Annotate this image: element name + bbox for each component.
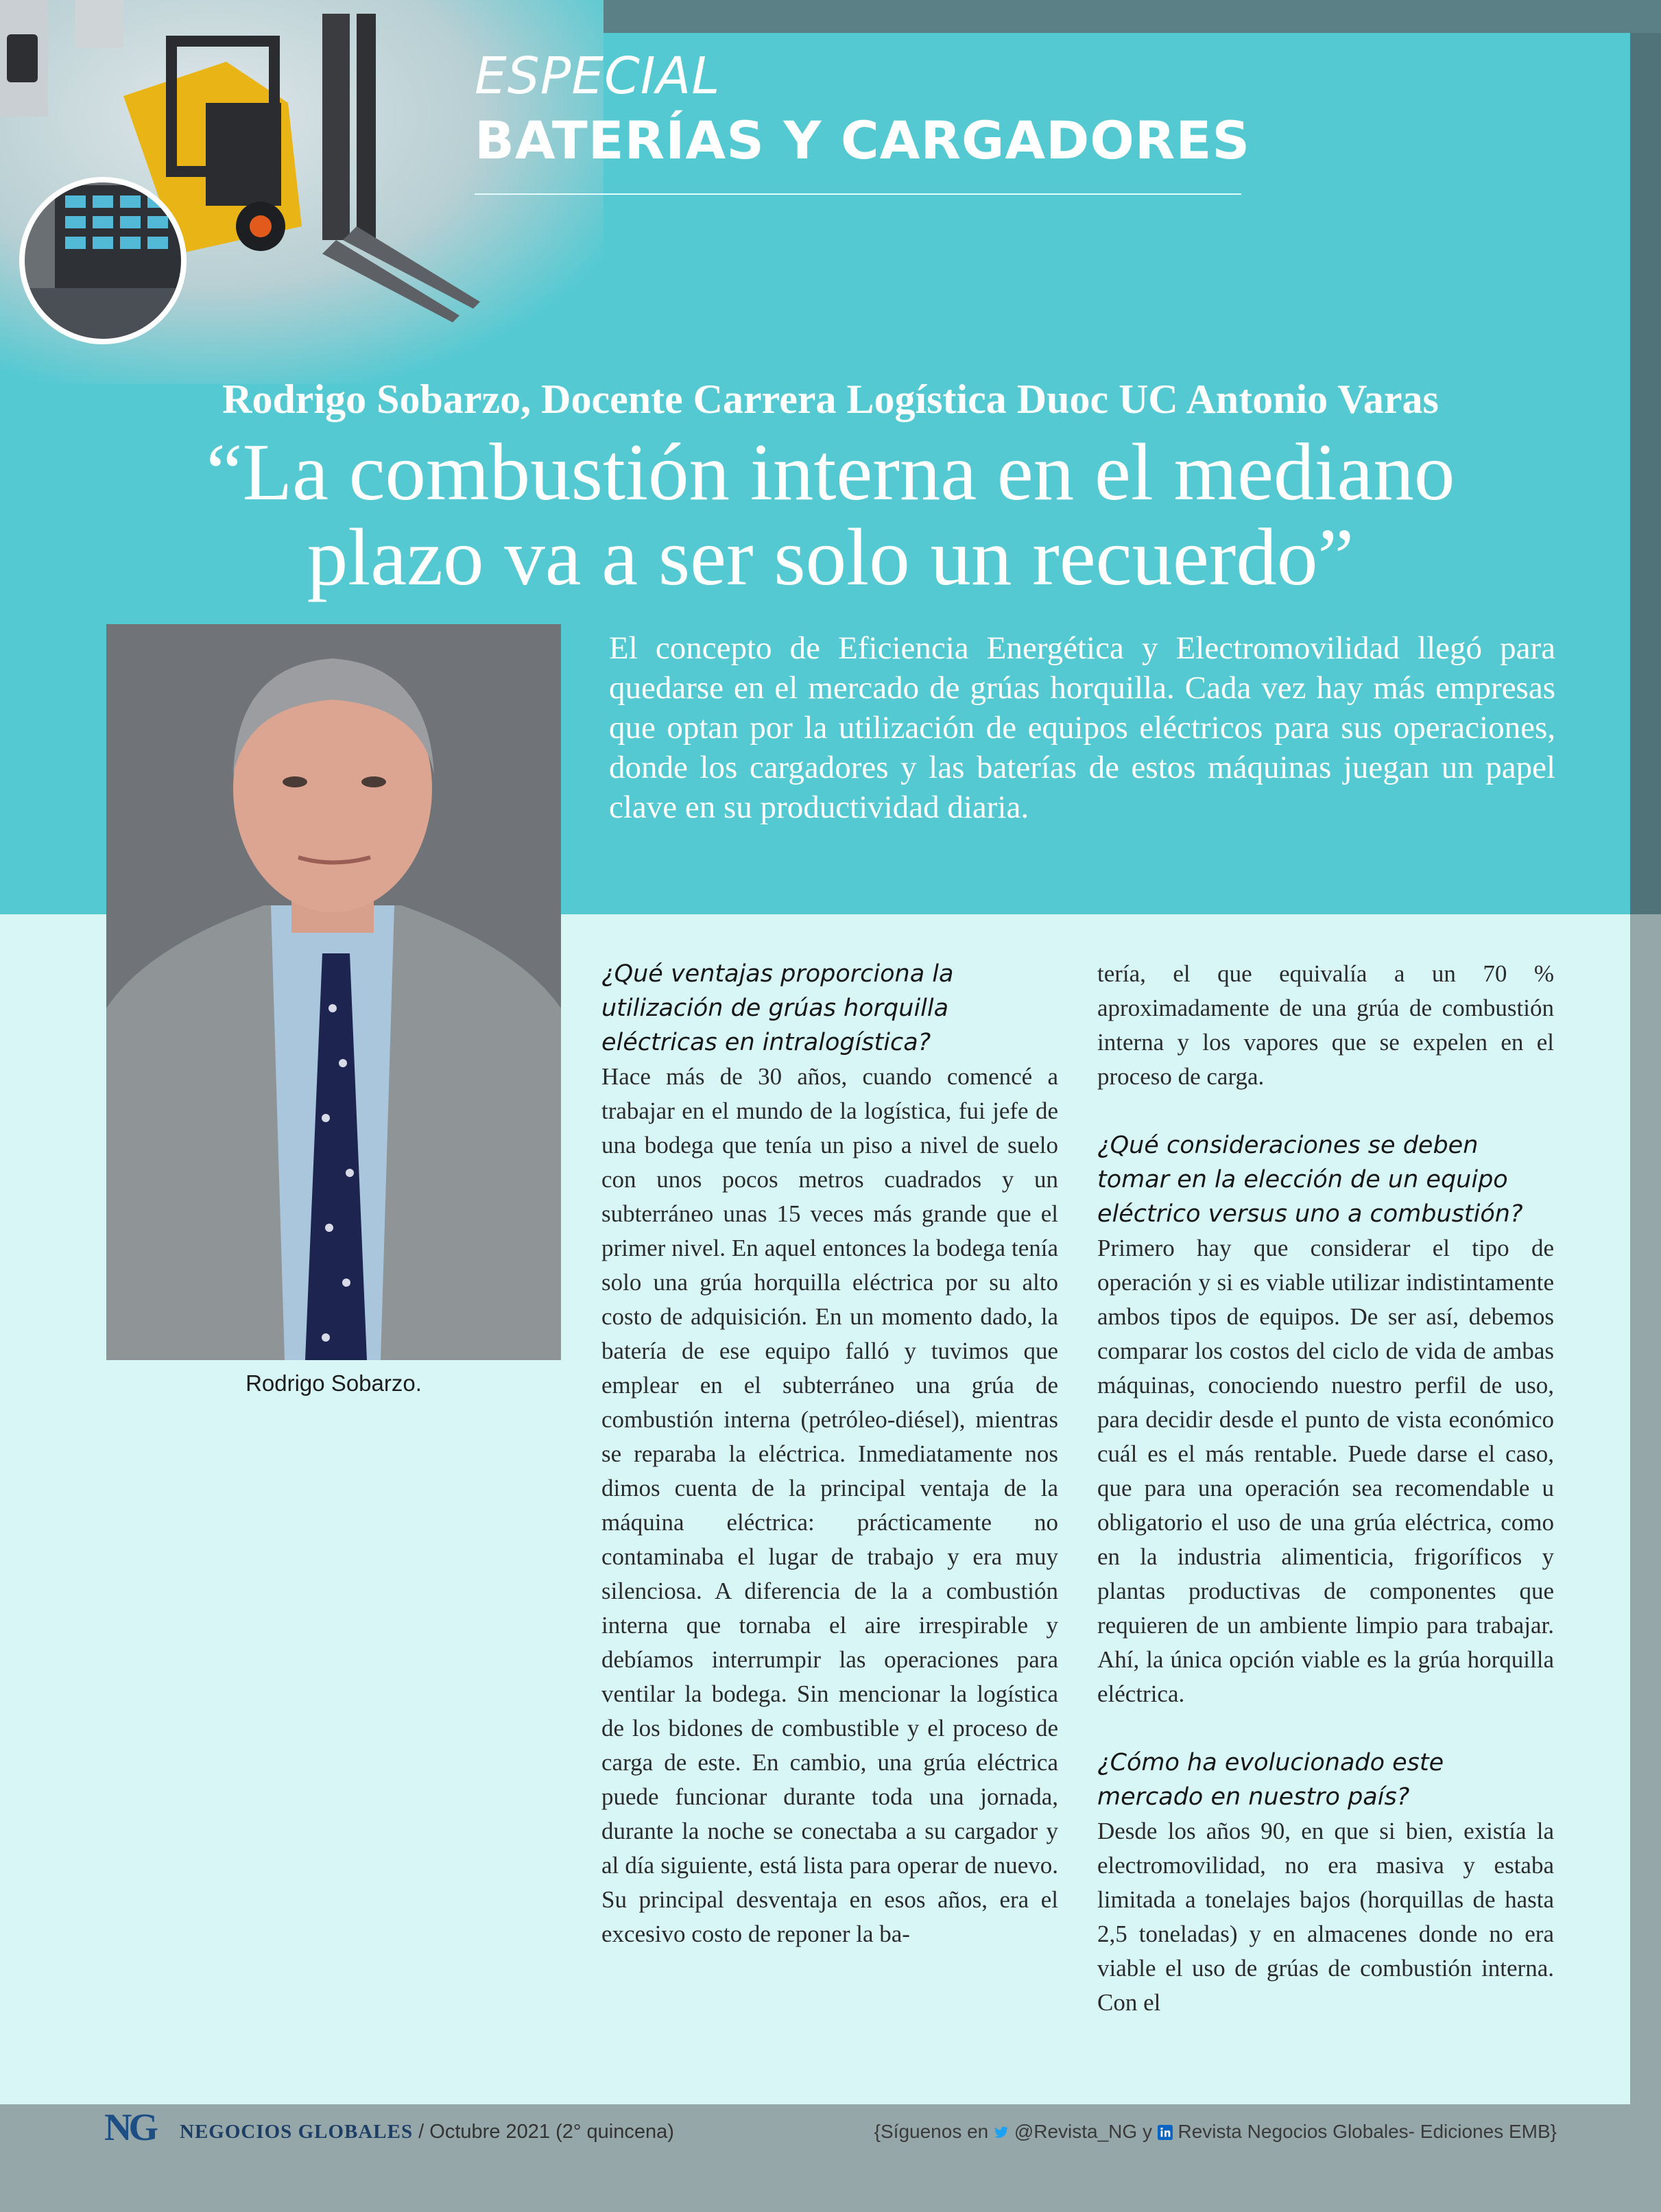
twitter-handle[interactable]: @Revista_NG y (1014, 2121, 1158, 2142)
follow-label: {Síguenos en (874, 2121, 994, 2142)
answer-1: Hace más de 30 años, cuando comencé a trabajar en el mundo de la logística, fui jefe de una bodega que tenía un piso a nivel de suelo con unos pocos metros cuadrados y un subterráneo unas 15 veces más grande que el primer nivel. En aquel entonces la bodega tenía solo una grúa horquilla eléctrica por su alto costo de adquisición. En un momento dado, la batería de ese equipo falló y tuvimos que emplear en el subterráneo una grúa de combustión interna (petróleo-diésel), mientras se reparaba la eléctrica. Inmediatamente nos dimos cuenta de la principal ventaja de la máquina eléctrica: prácticamente no contaminaba el lugar de trabajo y era muy silenciosa. A diferencia de la a combustión interna que tornaba el aire irrespirable y debíamos interrumpir las operaciones para ventilar la bodega. Sin mencionar la logística de los bidones de combustible y el proceso de carga de este. En cambio, una grúa eléctrica puede funcionar durante toda una jornada, durante la noche se conectaba a su cargador y al día siguiente, está lista para operar de nuevo. Su principal desventaja en esos años, era el excesivo costo de reponer la ba- (601, 1063, 1058, 1947)
magazine-logo: NG (104, 2106, 155, 2149)
answer-2: Primero hay que considerar el tipo de operación y si es viable utilizar indistintamente ambos tipos de equipos. De ser así, debemos comparar los costos del ciclo de vida de ambas máquinas, conociendo nuestro perfil de uso, para decidir desde el punto de vista económico cuál es el más rentable. Puede darse el caso, que para una operación sea recomendable u obligatorio el uso de una grúa eléctrica, como en la industria alimenticia, frigoríficos y plantas productivas de componentes que requieren de un ambiente limpio para trabajar. Ahí, la única opción viable es la grúa horquilla eléctrica. (1097, 1235, 1554, 1707)
photo-caption: Rodrigo Sobarzo. (246, 1370, 422, 1396)
article-column-2 (1097, 957, 1554, 2020)
section-kicker: ESPECIAL (475, 47, 721, 106)
question-2: ¿Qué consideraciones se deben tomar en la elección de un equipo eléctrico versus uno a combustión? (1097, 1132, 1523, 1228)
portrait-photo (106, 624, 561, 1360)
article-column-1 (601, 957, 1058, 1951)
title-divider (475, 193, 1241, 195)
article-headline (171, 427, 1490, 602)
article-byline: Rodrigo Sobarzo, Docente Carrera Logística Duoc UC Antonio Varas (222, 377, 1439, 422)
article-lede: El concepto de Eficiencia Energética y Electromovilidad llegó para quedarse en el mercado de grúas horquilla. Cada vez hay más empresas que optan por la utilización de equipos eléctricos para sus operaciones, donde los cargadores y las baterías de estos máquinas juegan un papel clave en su productividad diaria. (609, 630, 1555, 825)
footer-issue-info (180, 2121, 674, 2143)
twitter-icon[interactable] (994, 2125, 1009, 2140)
magazine-name: NEGOCIOS GLOBALES (180, 2121, 414, 2143)
issue-date: Octubre 2021 (2° quincena) (429, 2121, 674, 2143)
answer-3: Desde los años 90, en que si bien, existía la electromovilidad, no era masiva y estaba limitada a tonelajes bajos (horquillas de hasta 2,5 toneladas) y en almacenes donde no era viable el uso de grúas de combustión interna. Con el (1097, 1818, 1554, 2016)
linkedin-name[interactable]: Revista Negocios Globales- Ediciones EMB} (1178, 2121, 1557, 2142)
question-3: ¿Cómo ha evolucionado este mercado en nuestro país? (1097, 1749, 1444, 1811)
answer-1-continued: tería, el que equivalía a un 70 % aproximadamente de una grúa de combustión interna y los vapores que se expelen en el proceso de carga. (1097, 960, 1554, 1090)
question-1: ¿Qué ventajas proporciona la utilización de grúas horquilla eléctricas en intralogística? (601, 960, 954, 1056)
headline-line-1: “La combustión interna en el mediano (206, 427, 1455, 517)
footer-social (874, 2121, 1557, 2143)
linkedin-icon[interactable] (1158, 2125, 1173, 2140)
headline-line-2: plazo va a ser solo un recuerdo” (307, 512, 1354, 602)
footer-separator: / (413, 2121, 430, 2143)
section-title: BATERÍAS Y CARGADORES (475, 110, 1251, 171)
